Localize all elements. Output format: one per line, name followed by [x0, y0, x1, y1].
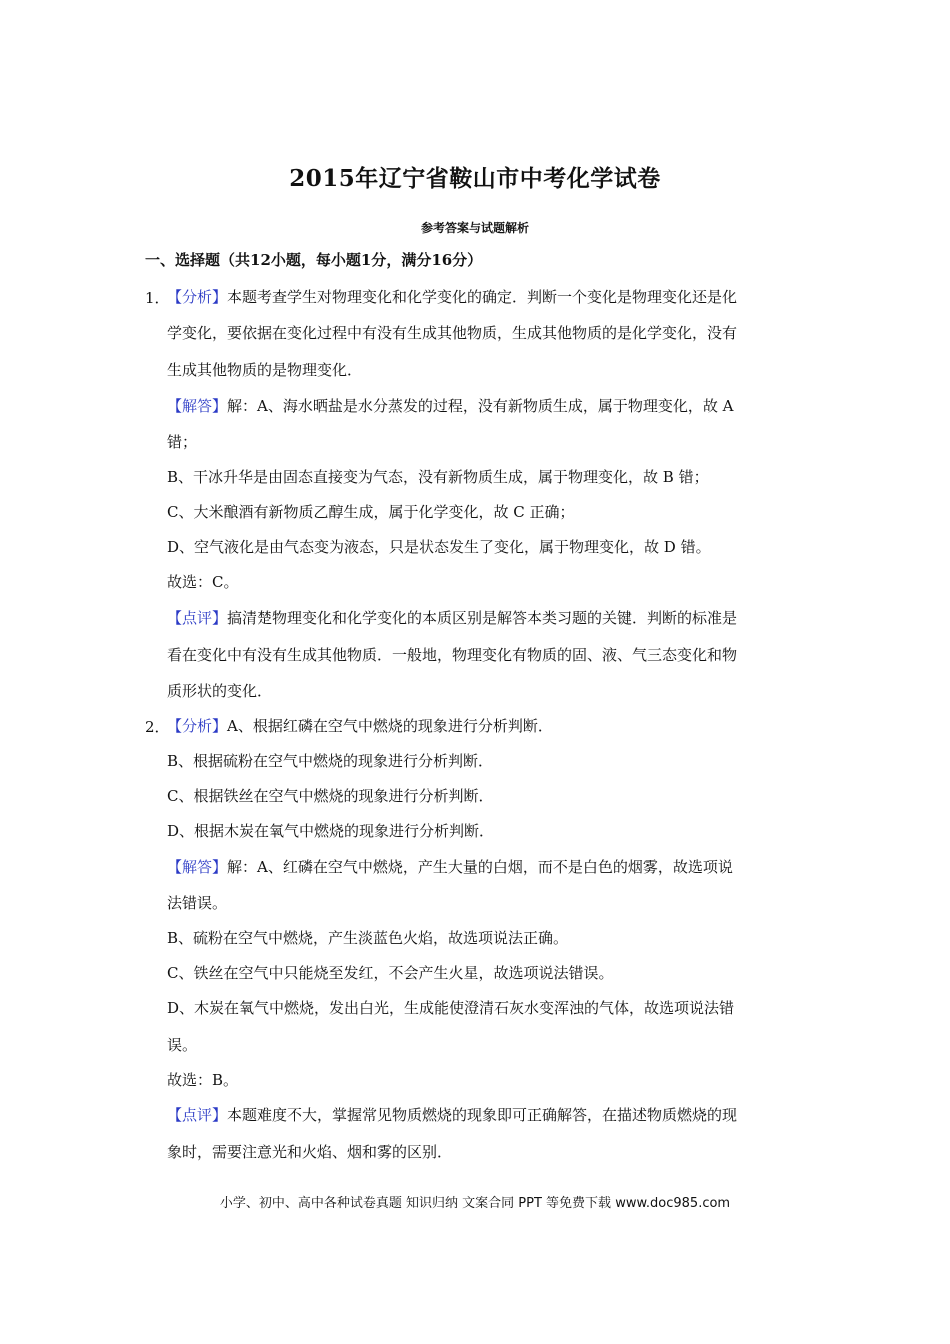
review-tag: 【点评】 — [167, 1106, 228, 1124]
question-1-number: 1． — [145, 289, 170, 307]
question-2-number: 2． — [145, 718, 170, 736]
q2-answer-d-2: 误。 — [167, 1036, 198, 1054]
q1-choice: 故选：C。 — [167, 573, 239, 591]
q2-analysis-a: A、根据红磷在空气中燃烧的现象进行分析判断． — [227, 717, 553, 735]
q1-review-text-3: 质形状的变化． — [167, 682, 273, 700]
answer-tag: 【解答】 — [167, 858, 228, 876]
q1-answer-c: C、大米酿酒有新物质乙醇生成，属于化学变化，故 C 正确； — [167, 503, 575, 521]
q1-analysis-text-3: 生成其他物质的是物理变化． — [167, 361, 363, 379]
q1-answer-line — [167, 396, 733, 416]
q1-analysis-line — [167, 287, 737, 307]
q2-answer-text-2: 法错误。 — [167, 894, 228, 912]
q1-review-line — [167, 608, 737, 628]
q2-analysis-c: C、根据铁丝在空气中燃烧的现象进行分析判断． — [167, 787, 494, 805]
q2-answer-b: B、硫粉在空气中燃烧，产生淡蓝色火焰，故选项说法正确。 — [167, 929, 569, 947]
q2-review-line — [167, 1105, 737, 1125]
q2-choice: 故选：B。 — [167, 1071, 239, 1089]
q1-answer-text-2: 错； — [167, 433, 198, 451]
page-title: 2015年辽宁省鞍山市中考化学试卷 — [289, 165, 661, 192]
analysis-tag: 【分析】 — [167, 717, 228, 735]
section-heading: 一、选择题（共12小题，每小题1分，满分16分） — [145, 251, 483, 269]
review-tag: 【点评】 — [167, 609, 228, 627]
q2-answer-text-1: 解：A、红磷在空气中燃烧，产生大量的白烟，而不是白色的烟雾，故选项说 — [227, 858, 733, 876]
q1-analysis-text-1: 本题考查学生对物理变化和化学变化的确定．判断一个变化是物理变化还是化 — [227, 288, 738, 306]
q2-analysis-d: D、根据木炭在氧气中燃烧的现象进行分析判断． — [167, 822, 495, 840]
q2-answer-c: C、铁丝在空气中只能烧至发红，不会产生火星，故选项说法错误。 — [167, 964, 614, 982]
answer-tag: 【解答】 — [167, 397, 228, 415]
q2-review-text-1: 本题难度不大，掌握常见物质燃烧的现象即可正确解答，在描述物质燃烧的现 — [227, 1106, 738, 1124]
q1-answer-text-1: 解：A、海水晒盐是水分蒸发的过程，没有新物质生成，属于物理变化，故 A — [227, 397, 734, 415]
q2-analysis-b: B、根据硫粉在空气中燃烧的现象进行分析判断． — [167, 752, 494, 770]
q2-review-text-2: 象时，需要注意光和火焰、烟和雾的区别． — [167, 1143, 453, 1161]
analysis-tag: 【分析】 — [167, 288, 228, 306]
page-subtitle: 参考答案与试题解析 — [420, 221, 529, 235]
footer-watermark: 小学、初中、高中各种试卷真题 知识归纳 文案合同 PPT 等免费下载 www.doc985.com — [219, 1196, 731, 1211]
q1-answer-b: B、干冰升华是由固态直接变为气态，没有新物质生成，属于物理变化，故 B 错； — [167, 468, 709, 486]
q1-analysis-text-2: 学变化，要依据在变化过程中有没有生成其他物质，生成其他物质的是化学变化，没有 — [167, 324, 738, 342]
q2-answer-line — [167, 857, 733, 877]
q2-answer-d-1: D、木炭在氧气中燃烧，发出白光，生成能使澄清石灰水变浑浊的气体，故选项说法错 — [167, 999, 735, 1017]
q1-review-text-2: 看在变化中有没有生成其他物质．一般地，物理变化有物质的固、液、气三态变化和物 — [167, 646, 738, 664]
q2-analysis-line — [167, 716, 553, 736]
q1-review-text-1: 搞清楚物理变化和化学变化的本质区别是解答本类习题的关键．判断的标准是 — [227, 609, 738, 627]
q1-answer-d: D、空气液化是由气态变为液态，只是状态发生了变化，属于物理变化，故 D 错。 — [167, 538, 711, 556]
